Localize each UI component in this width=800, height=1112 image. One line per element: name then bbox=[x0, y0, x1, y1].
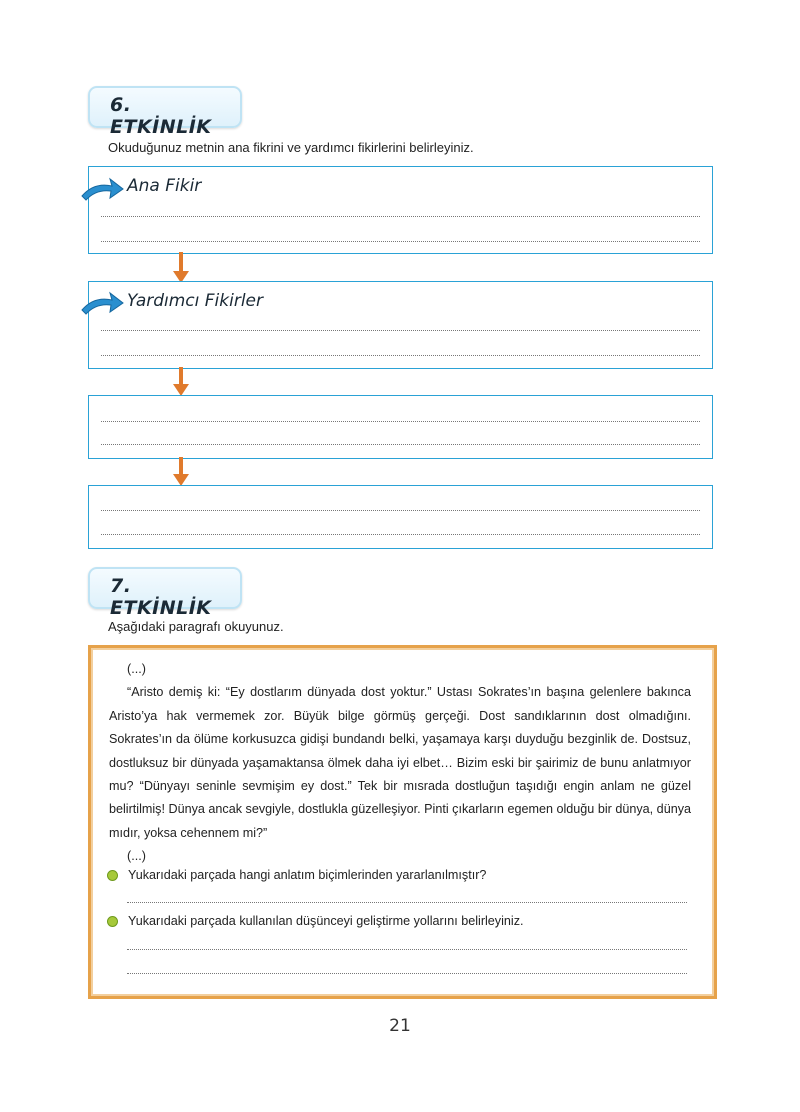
activity-7-badge bbox=[88, 567, 242, 619]
answer-line[interactable] bbox=[101, 241, 700, 242]
passage-text: “Aristo demiş ki: “Ey dostlarım dünyada dost yoktur.” Ustası Sokrates’ın başına gelenlere bakınca Aristo’ya hak vermemek zor. Büyük bilge görmüş gerçeği. Dost sandıklarının dost olmadığını. Sokrates’ın da ölüme korkusuzca gidişi bundandı belki, yaşamaya karşı duyduğu bezginlik de. Dostsuz, dostluksuz bir dünyada yaşamaktansa ölmek daha iyi elbet… Bizim eski bir şairimiz de bunu anlatmıyor mu? “Dünyayı seninle sevmişim ey dost.” Tek bir mısrada dostluğun taşıdığı engin anlam ne güzel belirtilmiş! Dünya ancak sevgiyle, dostlukla güzelleşiyor. Pinti çıkarların egemen olduğu bir dünya, dünya mıdır, yoksa cehennem mi?” bbox=[109, 685, 691, 840]
activity-6-badge bbox=[88, 86, 242, 138]
main-idea-box bbox=[88, 166, 713, 254]
activity-7-instruction: Aşağıdaki paragrafı okuyunuz. bbox=[108, 619, 284, 634]
answer-line[interactable] bbox=[101, 510, 700, 511]
activity-6-title: 6. ETKİNLİK bbox=[110, 94, 212, 138]
question-1-text: Yukarıdaki parçada hangi anlatım biçimlerinden yararlanılmıştır? bbox=[128, 868, 487, 882]
activity-6-instruction: Okuduğunuz metnin ana fikrini ve yardımcı fikirlerini belirleyiniz. bbox=[108, 140, 474, 155]
answer-line[interactable] bbox=[101, 534, 700, 535]
page-number: 21 bbox=[389, 1016, 411, 1036]
answer-line[interactable] bbox=[101, 421, 700, 422]
ellipsis-open: (...) bbox=[127, 662, 146, 676]
answer-line[interactable] bbox=[127, 973, 687, 974]
reading-passage bbox=[109, 658, 691, 869]
question-2 bbox=[107, 914, 524, 928]
arrow-right-icon bbox=[80, 176, 124, 202]
answer-line[interactable] bbox=[127, 949, 687, 950]
answer-line[interactable] bbox=[101, 444, 700, 445]
arrow-right-icon bbox=[80, 290, 124, 316]
reading-passage-frame bbox=[88, 645, 717, 999]
main-idea-heading: Ana Fikir bbox=[127, 176, 202, 196]
answer-line[interactable] bbox=[101, 355, 700, 356]
question-2-text: Yukarıdaki parçada kullanılan düşünceyi geliştirme yollarını belirleyiniz. bbox=[128, 914, 524, 928]
bullet-icon bbox=[107, 916, 118, 927]
answer-line[interactable] bbox=[101, 330, 700, 331]
flow-arrow bbox=[179, 252, 183, 272]
idea-box-3 bbox=[88, 395, 713, 459]
answer-line[interactable] bbox=[101, 216, 700, 217]
supporting-ideas-box bbox=[88, 281, 713, 369]
question-1 bbox=[107, 868, 486, 882]
bullet-icon bbox=[107, 870, 118, 881]
activity-7-title: 7. ETKİNLİK bbox=[110, 575, 212, 619]
answer-line[interactable] bbox=[127, 902, 687, 903]
supporting-ideas-heading: Yardımcı Fikirler bbox=[127, 291, 264, 311]
ellipsis-close: (...) bbox=[127, 849, 146, 864]
idea-box-4 bbox=[88, 485, 713, 549]
